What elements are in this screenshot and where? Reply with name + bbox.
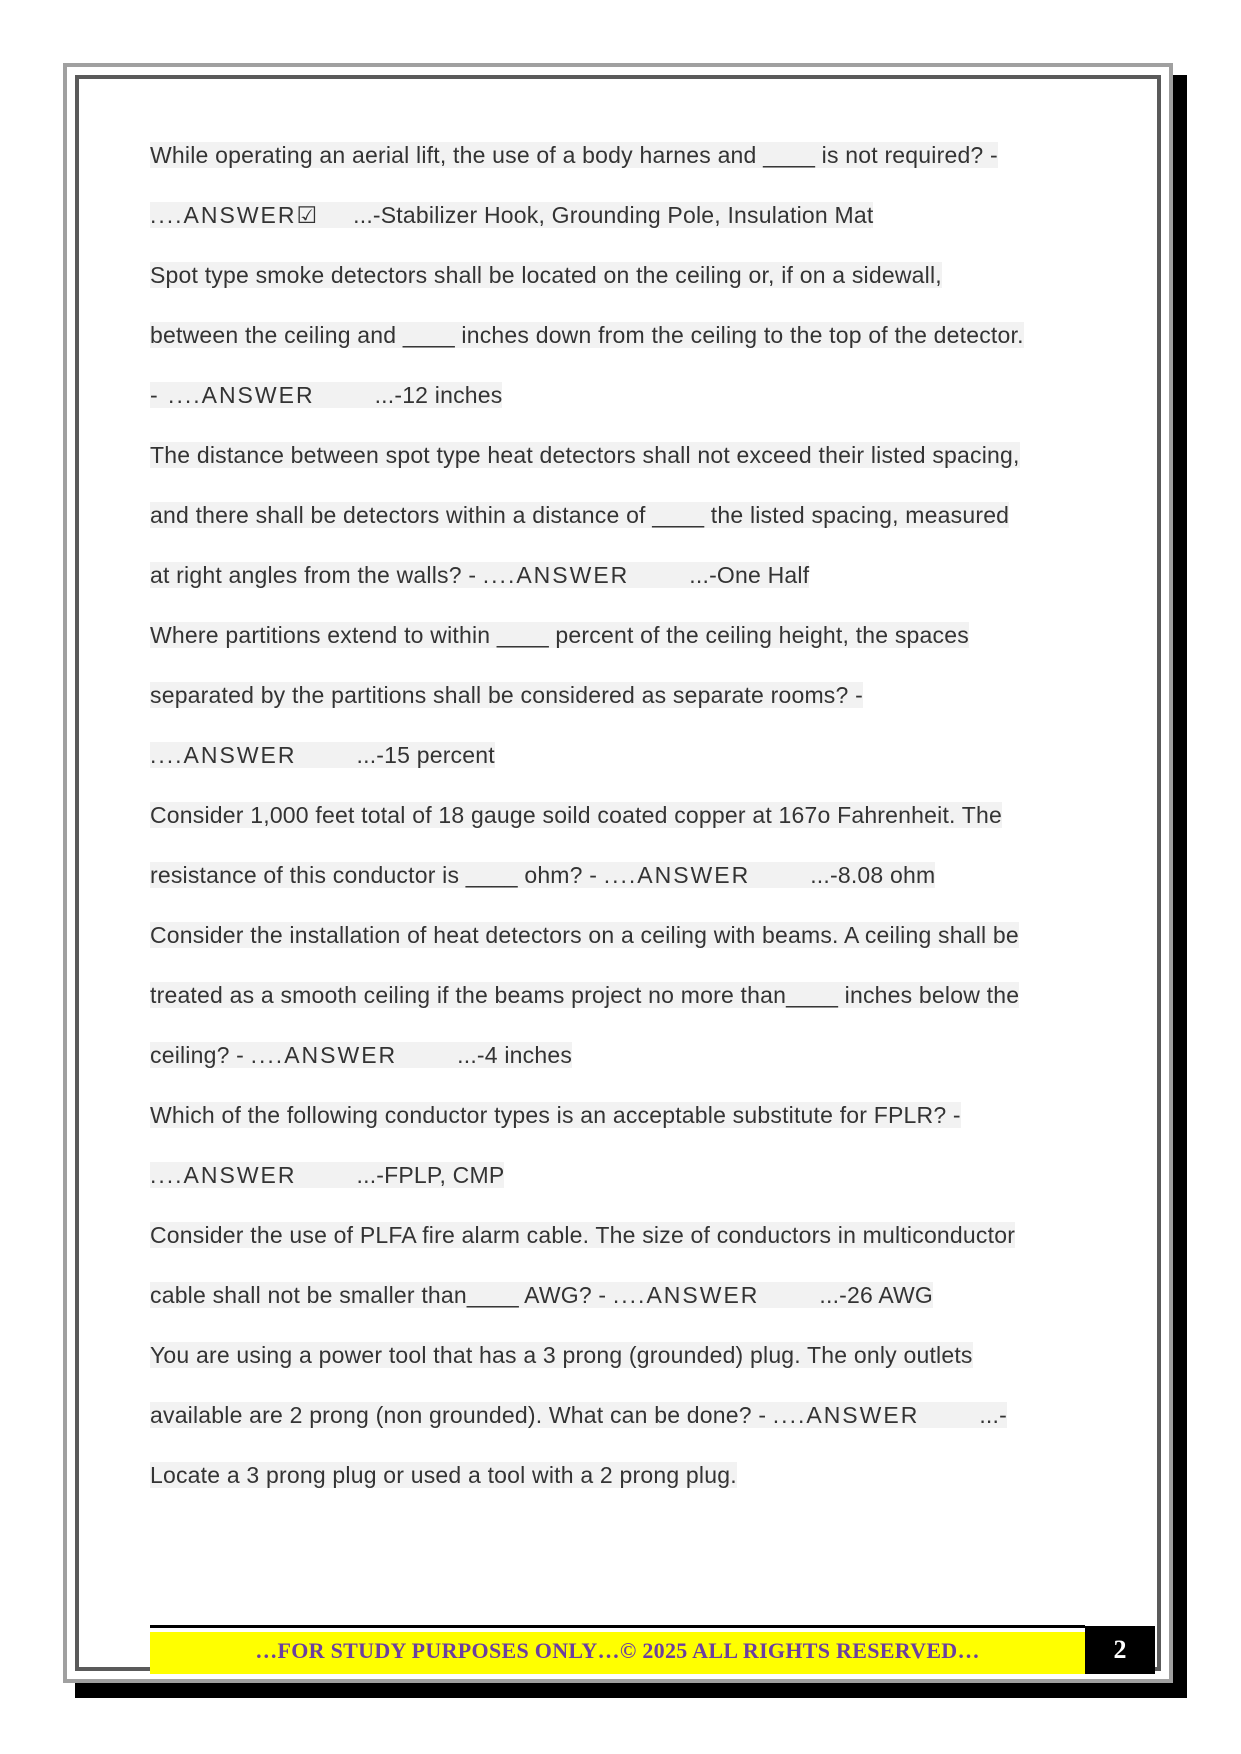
line-12: Consider 1,000 feet total of 18 gauge soild coated copper at 167o Fahrenheit. The — [150, 802, 1003, 828]
answer-label: ....ANSWER — [250, 1042, 398, 1068]
line-8: at right angles from the walls? - ....ANSWER ...-One Half — [150, 562, 810, 588]
line-23: Locate a 3 prong plug or used a tool with a 2 prong plug. — [150, 1462, 737, 1488]
line-16: ceiling? - ....ANSWER ...-4 inches — [150, 1042, 573, 1068]
document-body — [150, 140, 1085, 1520]
line-20: cable shall not be smaller than____ AWG? - ....ANSWER ...-26 AWG — [150, 1282, 934, 1308]
answer-text: ...-26 AWG — [819, 1282, 934, 1308]
answer-text: ...-One Half — [689, 562, 810, 588]
line-14: Consider the installation of heat detectors on a ceiling with beams. A ceiling shall be — [150, 922, 1019, 948]
answer-label: ....ANSWER — [482, 562, 630, 588]
line-5 — [150, 380, 1085, 440]
line-3: Spot type smoke detectors shall be located on the ceiling or, if on a sidewall, — [150, 262, 942, 288]
answer-text: ...-12 inches — [374, 382, 503, 408]
line-10: separated by the partitions shall be considered as separate rooms? - — [150, 682, 863, 708]
answer-text: ...-Stabilizer Hook, Grounding Pole, Insulation Mat — [353, 202, 874, 228]
answer-label: ....ANSWER — [772, 1402, 920, 1428]
answer-label: ....ANSWER — [603, 862, 751, 888]
answer-text: ...-8.08 ohm — [810, 862, 936, 888]
answer-text: ...-FPLP, CMP — [356, 1162, 505, 1188]
answer-text: ...-15 percent — [356, 742, 495, 768]
line-7: and there shall be detectors within a distance of ____ the listed spacing, measured — [150, 502, 1010, 528]
line-17: Which of the following conductor types is an acceptable substitute for FPLR? - — [150, 1102, 961, 1128]
answer-label: ....ANSWER — [150, 742, 297, 768]
page-number: 2 — [1085, 1626, 1155, 1674]
footer-rule — [150, 1625, 1085, 1628]
line-13: resistance of this conductor is ____ ohm? - ....ANSWER ...-8.08 ohm — [150, 862, 936, 888]
footer-copyright: …FOR STUDY PURPOSES ONLY…© 2025 ALL RIGHTS RESERVED… — [255, 1638, 980, 1663]
line-22: available are 2 prong (non grounded). What can be done? - ....ANSWER ...- — [150, 1402, 1007, 1428]
answer-label: ....ANSWER — [150, 1162, 297, 1188]
line-1: While operating an aerial lift, the use of a body harnes and ____ is not required? - — [150, 142, 998, 168]
line-6: The distance between spot type heat detectors shall not exceed their listed spacing, — [150, 442, 1020, 468]
line-11 — [150, 740, 1085, 800]
answer-label: - ....ANSWER — [150, 382, 315, 408]
line-15: treated as a smooth ceiling if the beams project no more than____ inches below the — [150, 982, 1020, 1008]
line-4: between the ceiling and ____ inches down from the ceiling to the top of the detector. — [150, 322, 1024, 348]
answer-text: ...- — [979, 1402, 1007, 1428]
line-2 — [150, 200, 1085, 260]
line-19: Consider the use of PLFA fire alarm cable. The size of conductors in multiconductor — [150, 1222, 1016, 1248]
line-18 — [150, 1160, 1085, 1220]
answer-text: ...-4 inches — [457, 1042, 573, 1068]
answer-label: ....ANSWER☑ — [150, 202, 320, 228]
line-21: You are using a power tool that has a 3 prong (grounded) plug. The only outlets — [150, 1342, 973, 1368]
line-9: Where partitions extend to within ____ percent of the ceiling height, the spaces — [150, 622, 969, 648]
answer-label: ....ANSWER — [612, 1282, 760, 1308]
